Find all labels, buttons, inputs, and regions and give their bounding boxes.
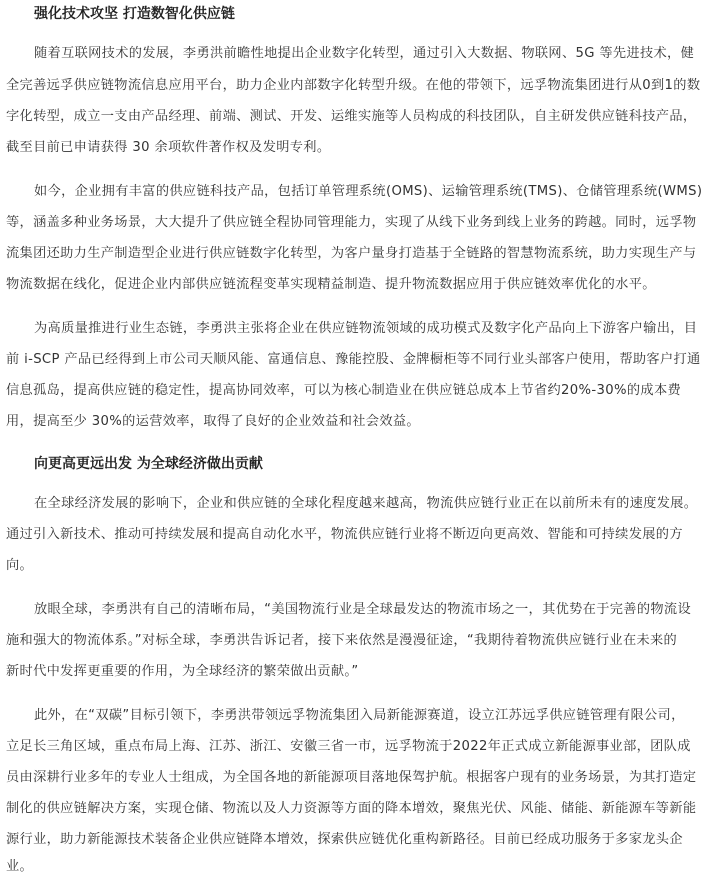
section-heading-tech: 强化技术攻坚 打造数智化供应链 xyxy=(34,6,235,22)
text-line: 前 i-SCP 产品已经得到上市公司天顺风能、富通信息、豫能控股、金牌橱柜等不同行业头部客户使用，帮助客户打通 xyxy=(6,352,701,367)
text-line: 立足长三角区域，重点布局上海、江苏、浙江、安徽三省一市，远孚物流于2022年正式成立新能源事业部，团队成 xyxy=(6,739,691,754)
text-line: 在全球经济发展的影响下，企业和供应链的全球化程度越来越高，物流供应链行业正在以前所未有的速度发展。 xyxy=(34,496,698,511)
text-line: 随着互联网技术的发展，李勇洪前瞻性地提出企业数字化转型，通过引入大数据、物联网、5G 等先进技术，健 xyxy=(34,46,695,61)
text-line: 全完善远孚供应链物流信息应用平台，助力企业内部数字化转型升级。在他的带领下，远孚物流集团进行从0到1的数 xyxy=(6,78,701,93)
text-line: 员由深耕行业多年的专业人士组成，为全国各地的新能源项目落地保驾护航。根据客户现有的业务场景，为其打造定 xyxy=(6,770,697,785)
text-line: 信息孤岛，提高供应链的稳定性，提高协同效率，可以为核心制造业在供应链总成本上节省约20%-30%的成本费 xyxy=(6,383,682,398)
text-line: 字化转型，成立一支由产品经理、前端、测试、开发、运维实施等人员构成的科技团队，自主研发供应链科技产品， xyxy=(6,109,697,124)
text-line: 制化的供应链解决方案，实现仓储、物流以及人力资源等方面的降本增效，聚焦光伏、风能、储能、新能源车等新能 xyxy=(6,801,697,816)
text-line: 为高质量推进行业生态链，李勇洪主张将企业在供应链物流领域的成功模式及数字化产品向上下游客户输出，目 xyxy=(34,321,698,336)
text-line: 此外，在“双碳”目标引领下，李勇洪带领远孚物流集团入局新能源赛道，设立江苏远孚供应链管理有限公司， xyxy=(34,708,685,723)
text-line: 业。 xyxy=(6,859,34,874)
text-line: 截至目前已申请获得 30 余项软件著作权及发明专利。 xyxy=(6,140,331,155)
text-line: 向。 xyxy=(6,558,34,573)
text-line: 源行业，助力新能源技术装备企业供应链降本增效，探索供应链优化重构新路径。目前已经成功服务于多家龙头企 xyxy=(6,832,683,847)
text-line: 通过引入新技术、推动可持续发展和提高自动化水平，物流供应链行业将不断迈向更高效、智能和可持续发展的方 xyxy=(6,527,683,542)
text-line: 新时代中发挥更重要的作用，为全球经济的繁荣做出贡献。” xyxy=(6,664,359,679)
text-line: 施和强大的物流体系。”对标全球，李勇洪告诉记者，接下来依然是漫漫征途，“我期待着物流供应链行业在未来的 xyxy=(6,633,678,648)
text-line: 放眼全球，李勇洪有自己的清晰布局，“美国物流行业是全球最发达的物流市场之一，其优势在于完善的物流设 xyxy=(34,602,691,617)
text-line: 流集团还助力生产制造型企业进行供应链数字化转型，为客户量身打造基于全链路的智慧物流系统，助力实现生产与 xyxy=(6,246,697,261)
section-heading-global: 向更高更远出发 为全球经济做出贡献 xyxy=(34,456,263,472)
text-line: 如今，企业拥有丰富的供应链科技产品，包括订单管理系统(OMS)、运输管理系统(TMS)、仓储管理系统(WMS) xyxy=(34,184,703,199)
text-line: 物流数据在线化，促进企业内部供应链流程变革实现精益制造、提升物流数据应用于供应链效率优化的水平。 xyxy=(6,277,656,292)
text-line: 等，涵盖多种业务场景，大大提升了供应链全程协同管理能力，实现了从线下业务到线上业务的跨越。同时，远孚物 xyxy=(6,215,697,230)
text-line: 用，提高至少 30%的运营效率，取得了良好的企业效益和社会效益。 xyxy=(6,414,420,429)
